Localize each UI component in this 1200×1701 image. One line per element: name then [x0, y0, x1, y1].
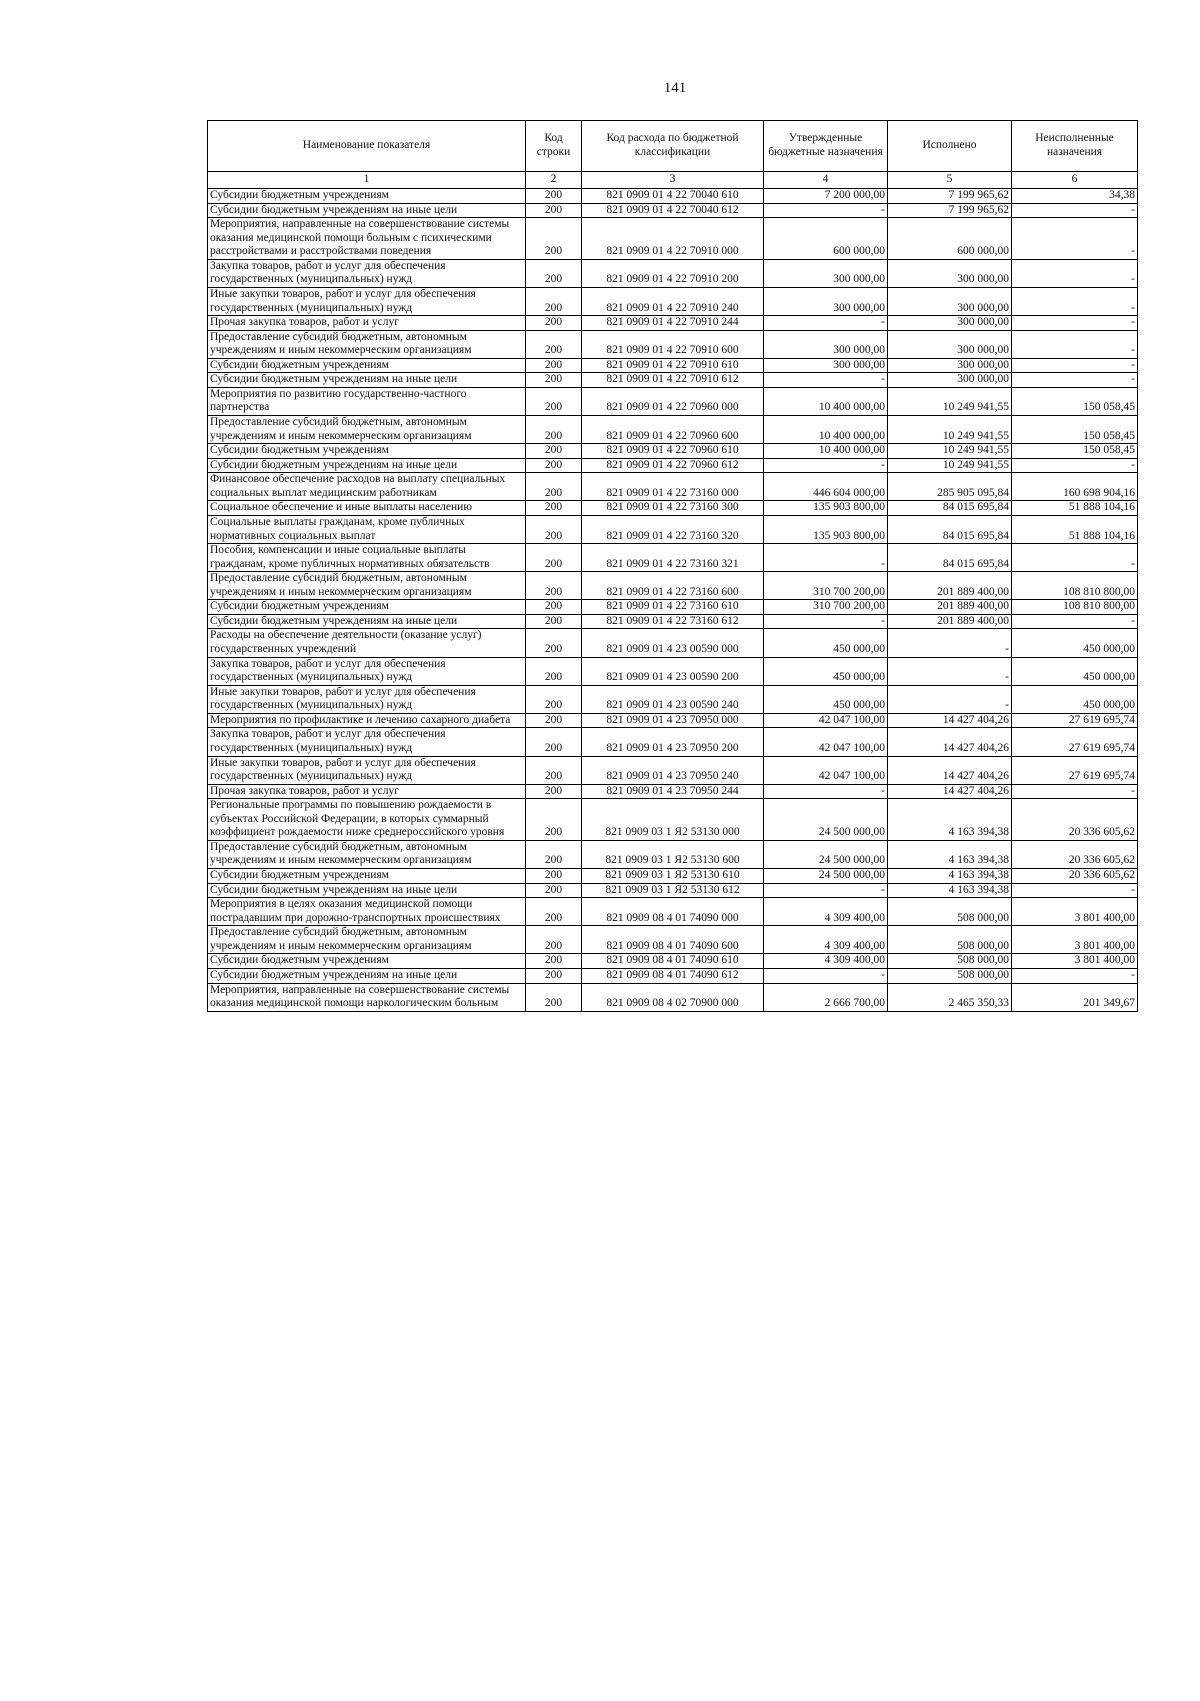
- column-number: 6: [1012, 172, 1138, 189]
- table-row: [208, 189, 1138, 204]
- table-row: [208, 458, 1138, 473]
- row-classification-cell: 821 0909 01 4 23 70950 000: [582, 713, 764, 728]
- row-classification-cell: 821 0909 01 4 22 70960 000: [582, 387, 764, 415]
- header-line-code: Код строки: [526, 121, 582, 172]
- row-name-cell: Прочая закупка товаров, работ и услуг: [208, 784, 526, 799]
- row-approved-cell: 300 000,00: [764, 287, 888, 315]
- table-row: [208, 883, 1138, 898]
- row-executed-cell: -: [888, 685, 1012, 713]
- row-classification-cell: 821 0909 01 4 23 70950 244: [582, 784, 764, 799]
- row-unexecuted-cell: -: [1012, 330, 1138, 358]
- row-line-code-cell: 200: [526, 713, 582, 728]
- row-line-code-cell: 200: [526, 926, 582, 954]
- row-unexecuted-cell: -: [1012, 203, 1138, 218]
- row-line-code-cell: 200: [526, 387, 582, 415]
- table-row: [208, 316, 1138, 331]
- row-executed-cell: 4 163 394,38: [888, 869, 1012, 884]
- row-unexecuted-cell: 150 058,45: [1012, 444, 1138, 459]
- row-approved-cell: 42 047 100,00: [764, 756, 888, 784]
- row-unexecuted-cell: 3 801 400,00: [1012, 926, 1138, 954]
- row-line-code-cell: 200: [526, 189, 582, 204]
- row-name-cell: Субсидии бюджетным учреждениям на иные цели: [208, 614, 526, 629]
- row-name-cell: Мероприятия, направленные на совершенствование системы оказания медицинской помощи наркологическим больным: [208, 983, 526, 1011]
- row-executed-cell: 600 000,00: [888, 218, 1012, 260]
- row-line-code-cell: 200: [526, 473, 582, 501]
- row-executed-cell: 300 000,00: [888, 259, 1012, 287]
- row-line-code-cell: 200: [526, 840, 582, 868]
- row-executed-cell: 7 199 965,62: [888, 189, 1012, 204]
- row-name-cell: Прочая закупка товаров, работ и услуг: [208, 316, 526, 331]
- row-classification-cell: 821 0909 01 4 22 70960 610: [582, 444, 764, 459]
- row-approved-cell: -: [764, 544, 888, 572]
- row-unexecuted-cell: -: [1012, 259, 1138, 287]
- table-row: [208, 259, 1138, 287]
- row-unexecuted-cell: -: [1012, 358, 1138, 373]
- page-number: 141: [663, 80, 687, 96]
- row-executed-cell: 508 000,00: [888, 954, 1012, 969]
- row-line-code-cell: 200: [526, 614, 582, 629]
- row-approved-cell: 446 604 000,00: [764, 473, 888, 501]
- budget-execution-table: [207, 120, 1138, 1012]
- row-classification-cell: 821 0909 01 4 23 70950 240: [582, 756, 764, 784]
- row-unexecuted-cell: -: [1012, 218, 1138, 260]
- row-line-code-cell: 200: [526, 287, 582, 315]
- row-approved-cell: -: [764, 784, 888, 799]
- row-approved-cell: 4 309 400,00: [764, 898, 888, 926]
- column-number: 1: [208, 172, 526, 189]
- row-executed-cell: 508 000,00: [888, 898, 1012, 926]
- table-row: [208, 544, 1138, 572]
- table-row: [208, 784, 1138, 799]
- row-unexecuted-cell: 450 000,00: [1012, 685, 1138, 713]
- row-approved-cell: 24 500 000,00: [764, 799, 888, 841]
- table-row: [208, 926, 1138, 954]
- column-number: 4: [764, 172, 888, 189]
- column-number: 5: [888, 172, 1012, 189]
- row-executed-cell: 201 889 400,00: [888, 600, 1012, 615]
- row-name-cell: Субсидии бюджетным учреждениям на иные цели: [208, 203, 526, 218]
- row-name-cell: Мероприятия по развитию государственно-частного партнерства: [208, 387, 526, 415]
- row-name-cell: Социальное обеспечение и иные выплаты населению: [208, 501, 526, 516]
- row-classification-cell: 821 0909 08 4 02 70900 000: [582, 983, 764, 1011]
- row-name-cell: Субсидии бюджетным учреждениям на иные цели: [208, 968, 526, 983]
- row-classification-cell: 821 0909 01 4 22 73160 600: [582, 572, 764, 600]
- row-unexecuted-cell: 27 619 695,74: [1012, 756, 1138, 784]
- table-row: [208, 614, 1138, 629]
- row-executed-cell: 300 000,00: [888, 373, 1012, 388]
- row-classification-cell: 821 0909 01 4 22 73160 612: [582, 614, 764, 629]
- table-row: [208, 515, 1138, 543]
- row-executed-cell: 201 889 400,00: [888, 614, 1012, 629]
- row-executed-cell: 14 427 404,26: [888, 756, 1012, 784]
- table-row: [208, 954, 1138, 969]
- table-row: [208, 501, 1138, 516]
- row-executed-cell: 300 000,00: [888, 358, 1012, 373]
- row-line-code-cell: 200: [526, 218, 582, 260]
- row-classification-cell: 821 0909 01 4 22 70910 240: [582, 287, 764, 315]
- row-executed-cell: 2 465 350,33: [888, 983, 1012, 1011]
- row-line-code-cell: 200: [526, 883, 582, 898]
- row-name-cell: Предоставление субсидий бюджетным, автономным учреждениям и иным некоммерческим организациям: [208, 572, 526, 600]
- row-line-code-cell: 200: [526, 501, 582, 516]
- row-unexecuted-cell: 20 336 605,62: [1012, 799, 1138, 841]
- table-row: [208, 685, 1138, 713]
- row-executed-cell: 10 249 941,55: [888, 387, 1012, 415]
- row-name-cell: Субсидии бюджетным учреждениям: [208, 189, 526, 204]
- row-name-cell: Закупка товаров, работ и услуг для обеспечения государственных (муниципальных) нужд: [208, 657, 526, 685]
- row-approved-cell: -: [764, 883, 888, 898]
- row-line-code-cell: 200: [526, 316, 582, 331]
- row-classification-cell: 821 0909 01 4 22 70910 600: [582, 330, 764, 358]
- row-approved-cell: 10 400 000,00: [764, 416, 888, 444]
- row-classification-cell: 821 0909 03 1 Я2 53130 612: [582, 883, 764, 898]
- table-row: [208, 869, 1138, 884]
- table-body: [208, 189, 1138, 1012]
- row-executed-cell: 508 000,00: [888, 968, 1012, 983]
- row-executed-cell: 300 000,00: [888, 316, 1012, 331]
- header-approved: Утвержденные бюджетные назначения: [764, 121, 888, 172]
- row-approved-cell: -: [764, 968, 888, 983]
- row-approved-cell: 450 000,00: [764, 657, 888, 685]
- row-line-code-cell: 200: [526, 983, 582, 1011]
- row-line-code-cell: 200: [526, 544, 582, 572]
- row-approved-cell: 450 000,00: [764, 629, 888, 657]
- row-classification-cell: 821 0909 08 4 01 74090 610: [582, 954, 764, 969]
- row-line-code-cell: 200: [526, 685, 582, 713]
- column-number-row: [208, 172, 1138, 189]
- row-approved-cell: 300 000,00: [764, 330, 888, 358]
- row-name-cell: Расходы на обеспечение деятельности (оказание услуг) государственных учреждений: [208, 629, 526, 657]
- row-classification-cell: 821 0909 01 4 22 73160 000: [582, 473, 764, 501]
- table-row: [208, 218, 1138, 260]
- row-approved-cell: 10 400 000,00: [764, 444, 888, 459]
- row-executed-cell: 4 163 394,38: [888, 840, 1012, 868]
- row-unexecuted-cell: -: [1012, 373, 1138, 388]
- row-name-cell: Предоставление субсидий бюджетным, автономным учреждениям и иным некоммерческим организациям: [208, 330, 526, 358]
- row-line-code-cell: 200: [526, 784, 582, 799]
- table-row: [208, 799, 1138, 841]
- row-classification-cell: 821 0909 08 4 01 74090 600: [582, 926, 764, 954]
- row-executed-cell: 4 163 394,38: [888, 799, 1012, 841]
- row-executed-cell: 14 427 404,26: [888, 728, 1012, 756]
- row-executed-cell: 300 000,00: [888, 330, 1012, 358]
- row-unexecuted-cell: -: [1012, 614, 1138, 629]
- row-executed-cell: 285 905 095,84: [888, 473, 1012, 501]
- row-line-code-cell: 200: [526, 330, 582, 358]
- header-executed: Исполнено: [888, 121, 1012, 172]
- row-approved-cell: 300 000,00: [764, 358, 888, 373]
- row-classification-cell: 821 0909 01 4 22 70910 610: [582, 358, 764, 373]
- row-executed-cell: 14 427 404,26: [888, 784, 1012, 799]
- row-unexecuted-cell: 108 810 800,00: [1012, 572, 1138, 600]
- row-line-code-cell: 200: [526, 756, 582, 784]
- row-line-code-cell: 200: [526, 869, 582, 884]
- row-name-cell: Субсидии бюджетным учреждениям на иные цели: [208, 373, 526, 388]
- row-name-cell: Мероприятия, направленные на совершенствование системы оказания медицинской помощи больным с психическими расстройствами и расстройствами поведения: [208, 218, 526, 260]
- row-approved-cell: -: [764, 614, 888, 629]
- row-name-cell: Субсидии бюджетным учреждениям: [208, 954, 526, 969]
- table-row: [208, 358, 1138, 373]
- row-line-code-cell: 200: [526, 458, 582, 473]
- row-executed-cell: 508 000,00: [888, 926, 1012, 954]
- row-classification-cell: 821 0909 01 4 22 73160 610: [582, 600, 764, 615]
- row-name-cell: Предоставление субсидий бюджетным, автономным учреждениям и иным некоммерческим организациям: [208, 926, 526, 954]
- row-unexecuted-cell: 108 810 800,00: [1012, 600, 1138, 615]
- row-name-cell: Закупка товаров, работ и услуг для обеспечения государственных (муниципальных) нужд: [208, 728, 526, 756]
- row-line-code-cell: 200: [526, 373, 582, 388]
- row-line-code-cell: 200: [526, 968, 582, 983]
- row-classification-cell: 821 0909 08 4 01 74090 612: [582, 968, 764, 983]
- row-name-cell: Предоставление субсидий бюджетным, автономным учреждениям и иным некоммерческим организациям: [208, 416, 526, 444]
- row-executed-cell: -: [888, 629, 1012, 657]
- row-approved-cell: -: [764, 316, 888, 331]
- column-number: 3: [582, 172, 764, 189]
- row-name-cell: Региональные программы по повышению рождаемости в субъектах Российской Федерации, в которых суммарный коэффициент рождаемости ниже среднероссийского уровня: [208, 799, 526, 841]
- row-name-cell: Закупка товаров, работ и услуг для обеспечения государственных (муниципальных) нужд: [208, 259, 526, 287]
- row-classification-cell: 821 0909 08 4 01 74090 000: [582, 898, 764, 926]
- row-classification-cell: 821 0909 03 1 Я2 53130 000: [582, 799, 764, 841]
- table-row: [208, 387, 1138, 415]
- row-classification-cell: 821 0909 01 4 22 70040 612: [582, 203, 764, 218]
- table-row: [208, 728, 1138, 756]
- row-line-code-cell: 200: [526, 600, 582, 615]
- table-row: [208, 756, 1138, 784]
- row-unexecuted-cell: 3 801 400,00: [1012, 898, 1138, 926]
- row-classification-cell: 821 0909 01 4 22 70910 244: [582, 316, 764, 331]
- row-unexecuted-cell: -: [1012, 784, 1138, 799]
- row-executed-cell: 201 889 400,00: [888, 572, 1012, 600]
- row-line-code-cell: 200: [526, 728, 582, 756]
- header-row: [208, 121, 1138, 172]
- row-approved-cell: 600 000,00: [764, 218, 888, 260]
- row-classification-cell: 821 0909 01 4 22 70960 600: [582, 416, 764, 444]
- table-row: [208, 629, 1138, 657]
- row-unexecuted-cell: 20 336 605,62: [1012, 869, 1138, 884]
- row-line-code-cell: 200: [526, 629, 582, 657]
- row-unexecuted-cell: -: [1012, 968, 1138, 983]
- row-classification-cell: 821 0909 03 1 Я2 53130 610: [582, 869, 764, 884]
- row-unexecuted-cell: 150 058,45: [1012, 387, 1138, 415]
- header-indicator-name: Наименование показателя: [208, 121, 526, 172]
- row-unexecuted-cell: 3 801 400,00: [1012, 954, 1138, 969]
- table-row: [208, 287, 1138, 315]
- row-classification-cell: 821 0909 01 4 22 73160 321: [582, 544, 764, 572]
- row-unexecuted-cell: 150 058,45: [1012, 416, 1138, 444]
- row-approved-cell: 42 047 100,00: [764, 713, 888, 728]
- table-row: [208, 203, 1138, 218]
- row-line-code-cell: 200: [526, 259, 582, 287]
- row-approved-cell: 310 700 200,00: [764, 572, 888, 600]
- row-executed-cell: 7 199 965,62: [888, 203, 1012, 218]
- table-row: [208, 968, 1138, 983]
- row-unexecuted-cell: 450 000,00: [1012, 629, 1138, 657]
- row-unexecuted-cell: -: [1012, 544, 1138, 572]
- row-unexecuted-cell: -: [1012, 287, 1138, 315]
- row-classification-cell: 821 0909 01 4 23 70950 200: [582, 728, 764, 756]
- row-unexecuted-cell: -: [1012, 458, 1138, 473]
- row-executed-cell: 300 000,00: [888, 287, 1012, 315]
- row-approved-cell: 42 047 100,00: [764, 728, 888, 756]
- row-approved-cell: 7 200 000,00: [764, 189, 888, 204]
- table-row: [208, 416, 1138, 444]
- row-classification-cell: 821 0909 01 4 23 00590 000: [582, 629, 764, 657]
- row-unexecuted-cell: 201 349,67: [1012, 983, 1138, 1011]
- row-name-cell: Мероприятия в целях оказания медицинской помощи пострадавшим при дорожно-транспортных происшествиях: [208, 898, 526, 926]
- row-executed-cell: 14 427 404,26: [888, 713, 1012, 728]
- row-unexecuted-cell: 51 888 104,16: [1012, 501, 1138, 516]
- table-row: [208, 983, 1138, 1011]
- row-approved-cell: -: [764, 458, 888, 473]
- row-line-code-cell: 200: [526, 444, 582, 459]
- row-unexecuted-cell: 27 619 695,74: [1012, 713, 1138, 728]
- row-executed-cell: 10 249 941,55: [888, 444, 1012, 459]
- table-row: [208, 473, 1138, 501]
- row-line-code-cell: 200: [526, 572, 582, 600]
- row-name-cell: Субсидии бюджетным учреждениям на иные цели: [208, 458, 526, 473]
- row-approved-cell: 450 000,00: [764, 685, 888, 713]
- row-executed-cell: 4 163 394,38: [888, 883, 1012, 898]
- row-name-cell: Иные закупки товаров, работ и услуг для обеспечения государственных (муниципальных) нужд: [208, 756, 526, 784]
- row-line-code-cell: 200: [526, 416, 582, 444]
- table-row: [208, 444, 1138, 459]
- header-unexecuted: Неисполненные назначения: [1012, 121, 1138, 172]
- row-approved-cell: 24 500 000,00: [764, 840, 888, 868]
- row-executed-cell: 84 015 695,84: [888, 544, 1012, 572]
- row-name-cell: Субсидии бюджетным учреждениям: [208, 358, 526, 373]
- row-unexecuted-cell: -: [1012, 316, 1138, 331]
- row-name-cell: Субсидии бюджетным учреждениям: [208, 600, 526, 615]
- row-approved-cell: 2 666 700,00: [764, 983, 888, 1011]
- row-approved-cell: 300 000,00: [764, 259, 888, 287]
- table-row: [208, 600, 1138, 615]
- row-line-code-cell: 200: [526, 515, 582, 543]
- row-name-cell: Мероприятия по профилактике и лечению сахарного диабета: [208, 713, 526, 728]
- row-name-cell: Социальные выплаты гражданам, кроме публичных нормативных социальных выплат: [208, 515, 526, 543]
- row-name-cell: Финансовое обеспечение расходов на выплату специальных социальных выплат медицинским работникам: [208, 473, 526, 501]
- table-row: [208, 330, 1138, 358]
- row-approved-cell: -: [764, 373, 888, 388]
- row-name-cell: Субсидии бюджетным учреждениям: [208, 869, 526, 884]
- row-classification-cell: 821 0909 01 4 22 70910 612: [582, 373, 764, 388]
- row-classification-cell: 821 0909 01 4 23 00590 240: [582, 685, 764, 713]
- table-row: [208, 840, 1138, 868]
- row-unexecuted-cell: 27 619 695,74: [1012, 728, 1138, 756]
- row-unexecuted-cell: 450 000,00: [1012, 657, 1138, 685]
- row-classification-cell: 821 0909 01 4 22 70960 612: [582, 458, 764, 473]
- row-line-code-cell: 200: [526, 203, 582, 218]
- row-classification-cell: 821 0909 01 4 22 70910 000: [582, 218, 764, 260]
- row-line-code-cell: 200: [526, 358, 582, 373]
- row-line-code-cell: 200: [526, 657, 582, 685]
- table-row: [208, 898, 1138, 926]
- row-name-cell: Иные закупки товаров, работ и услуг для обеспечения государственных (муниципальных) нужд: [208, 685, 526, 713]
- row-line-code-cell: 200: [526, 898, 582, 926]
- table-row: [208, 572, 1138, 600]
- row-classification-cell: 821 0909 01 4 22 70040 610: [582, 189, 764, 204]
- row-classification-cell: 821 0909 01 4 23 00590 200: [582, 657, 764, 685]
- column-number: 2: [526, 172, 582, 189]
- row-line-code-cell: 200: [526, 954, 582, 969]
- row-classification-cell: 821 0909 01 4 22 73160 320: [582, 515, 764, 543]
- row-unexecuted-cell: -: [1012, 883, 1138, 898]
- row-executed-cell: 84 015 695,84: [888, 501, 1012, 516]
- row-unexecuted-cell: 20 336 605,62: [1012, 840, 1138, 868]
- row-executed-cell: 84 015 695,84: [888, 515, 1012, 543]
- row-approved-cell: 310 700 200,00: [764, 600, 888, 615]
- row-approved-cell: 24 500 000,00: [764, 869, 888, 884]
- row-classification-cell: 821 0909 03 1 Я2 53130 600: [582, 840, 764, 868]
- row-executed-cell: -: [888, 657, 1012, 685]
- row-approved-cell: 135 903 800,00: [764, 501, 888, 516]
- header-classification-code: Код расхода по бюджетной классификации: [582, 121, 764, 172]
- row-line-code-cell: 200: [526, 799, 582, 841]
- row-approved-cell: 4 309 400,00: [764, 926, 888, 954]
- row-name-cell: Иные закупки товаров, работ и услуг для обеспечения государственных (муниципальных) нужд: [208, 287, 526, 315]
- table-row: [208, 713, 1138, 728]
- row-name-cell: Пособия, компенсации и иные социальные выплаты гражданам, кроме публичных нормативных обязательств: [208, 544, 526, 572]
- table-row: [208, 373, 1138, 388]
- row-approved-cell: 4 309 400,00: [764, 954, 888, 969]
- row-unexecuted-cell: 51 888 104,16: [1012, 515, 1138, 543]
- row-approved-cell: -: [764, 203, 888, 218]
- row-approved-cell: 135 903 800,00: [764, 515, 888, 543]
- table-row: [208, 657, 1138, 685]
- row-classification-cell: 821 0909 01 4 22 73160 300: [582, 501, 764, 516]
- row-approved-cell: 10 400 000,00: [764, 387, 888, 415]
- row-executed-cell: 10 249 941,55: [888, 416, 1012, 444]
- row-unexecuted-cell: 34,38: [1012, 189, 1138, 204]
- row-name-cell: Предоставление субсидий бюджетным, автономным учреждениям и иным некоммерческим организациям: [208, 840, 526, 868]
- row-executed-cell: 10 249 941,55: [888, 458, 1012, 473]
- row-unexecuted-cell: 160 698 904,16: [1012, 473, 1138, 501]
- row-name-cell: Субсидии бюджетным учреждениям на иные цели: [208, 883, 526, 898]
- row-name-cell: Субсидии бюджетным учреждениям: [208, 444, 526, 459]
- row-classification-cell: 821 0909 01 4 22 70910 200: [582, 259, 764, 287]
